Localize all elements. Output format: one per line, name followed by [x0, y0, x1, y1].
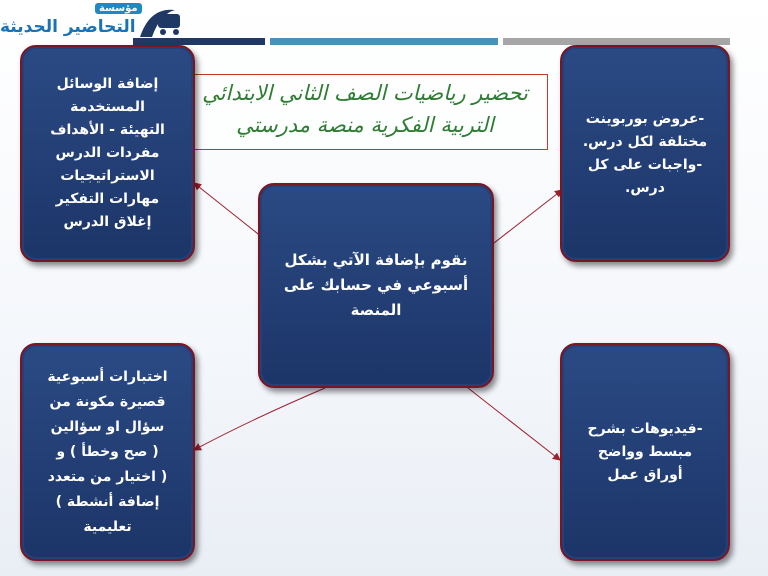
box-lesson-components: [20, 45, 195, 262]
box-videos-worksheets: [560, 343, 730, 561]
box-line: -عروض بوربوينت: [585, 110, 705, 127]
box-line: المستخدمة: [70, 99, 145, 115]
logo-top-text: مؤسسة: [95, 3, 142, 14]
box-line: نقوم بإضافة الآتي بشكل: [284, 251, 468, 269]
box-line: مهارات التفكير: [55, 191, 160, 207]
title-box: [182, 74, 548, 150]
title-line-1: تحضير رياضيات الصف الثاني الابتدائي: [202, 81, 528, 105]
box-line: إغلاق الدرس: [63, 214, 152, 230]
box-line: أسبوعي في حسابك على: [283, 276, 469, 294]
box-line: المنصة: [350, 301, 402, 319]
title-line-2: التربية الفكرية منصة مدرستي: [236, 113, 494, 137]
box-line: الاستراتيجيات: [60, 168, 155, 184]
box-presentations-homework: [560, 45, 730, 262]
box-line: أوراق عمل: [607, 466, 683, 483]
arrow-to-bottom-right: [468, 388, 560, 460]
box-line: التهيئة - الأهداف: [50, 122, 165, 138]
box-line: درس.: [625, 179, 665, 196]
box-weekly-tests: [20, 343, 195, 561]
box-line: -واجبات على كل: [587, 156, 703, 173]
box-line: مفردات الدرس: [55, 145, 160, 161]
box-line: إضافة الوسائل: [56, 76, 159, 92]
box-line: سؤال او سؤالين: [50, 418, 165, 435]
arrow-to-top-right: [494, 190, 562, 243]
box-line: مختلفة لكل درس.: [582, 133, 708, 150]
box-line: -فيديوهات بشرح: [587, 420, 703, 437]
arrow-to-bottom-left: [194, 388, 325, 450]
logo-main-text: التحاضير الحديثة: [0, 17, 136, 37]
box-line: ( اختيار من متعدد: [47, 468, 168, 485]
box-line: ( صح وخطأ ) و: [56, 443, 159, 460]
box-line: إضافة أنشطة ): [55, 493, 160, 510]
box-center-weekly: [258, 183, 494, 388]
box-line: قصيرة مكونة من: [49, 393, 166, 410]
box-line: تعليمية: [83, 518, 132, 535]
box-line: مبسط وواضح: [597, 443, 693, 460]
box-line: اختبارات أسبوعية: [47, 368, 168, 385]
